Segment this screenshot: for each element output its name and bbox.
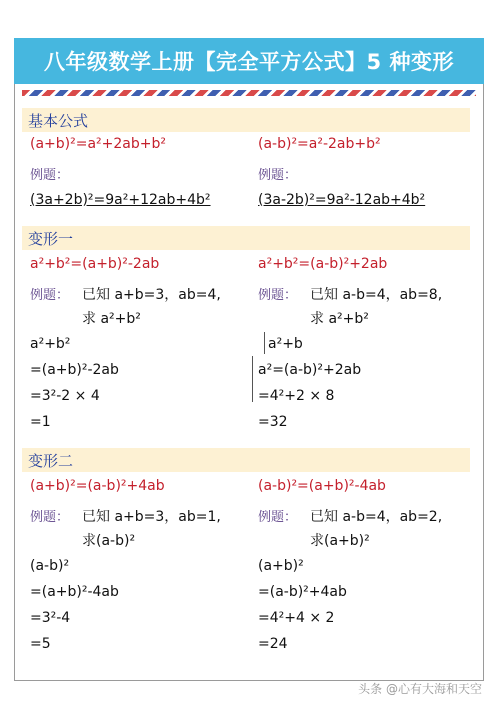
solution-line: =32 [258,414,288,430]
example-label: 例题： [30,168,70,183]
solution-line: =5 [30,636,51,652]
section-header-variant-1 [22,226,470,250]
section-header-basic [22,108,470,132]
example-question: 求(a-b)² [82,533,136,549]
example-label: 例题： [258,510,298,525]
example-label: 例题： [258,288,298,303]
solution-line: (3a-2b)²=9a²-12ab+4b² [258,192,426,208]
pen-mark [264,332,265,354]
solution-line: =(a-b)²+4ab [258,584,347,600]
section-title: 变形一 [28,229,74,248]
example-question: 求(a+b)² [310,533,370,549]
example-text: 已知 a-b=4，ab=2, [310,509,443,525]
pen-mark [252,356,253,402]
solution-line: a²+b² [30,336,71,352]
solution-line: a²=(a-b)²+2ab [258,362,362,378]
section-title: 基本公式 [28,111,89,130]
example-label: 例题： [30,288,70,303]
solution-line: =4²+4 × 2 [258,610,335,626]
solution-line: =1 [30,414,51,430]
example-label: 例题： [258,168,298,183]
solution-line: =4²+2 × 8 [258,388,335,404]
section-title: 变形二 [28,451,74,470]
section-header-variant-2 [22,448,470,472]
formula: (a-b)²=(a+b)²-4ab [258,478,386,494]
example-text: 已知 a+b=3，ab=1, [82,509,221,525]
formula: a²+b²=(a-b)²+2ab [258,256,388,272]
formula: (a-b)²=a²-2ab+b² [258,136,381,152]
watermark: 头条 @心有大海和天空 [358,682,482,696]
formula: (a+b)²=a²+2ab+b² [30,136,166,152]
solution-line: =3²-2 × 4 [30,388,100,404]
solution-line: a²+b [268,336,303,352]
solution-line: =3²-4 [30,610,71,626]
solution-line: (a+b)² [258,558,304,574]
striped-divider [22,90,476,96]
example-label: 例题： [30,510,70,525]
formula: (a+b)²=(a-b)²+4ab [30,478,165,494]
example-text: 已知 a-b=4，ab=8, [310,287,443,303]
example-text: 已知 a+b=3，ab=4, [82,287,221,303]
solution-line: (a-b)² [30,558,70,574]
formula: a²+b²=(a+b)²-2ab [30,256,160,272]
title-banner [14,38,484,84]
example-question: 求 a²+b² [310,311,369,327]
solution-line: =(a+b)²-2ab [30,362,119,378]
solution-line: =24 [258,636,288,652]
page-title: 八年级数学上册【完全平方公式】5 种变形 [44,50,454,74]
solution-line: =(a+b)²-4ab [30,584,119,600]
solution-line: (3a+2b)²=9a²+12ab+4b² [30,192,211,208]
example-question: 求 a²+b² [82,311,141,327]
